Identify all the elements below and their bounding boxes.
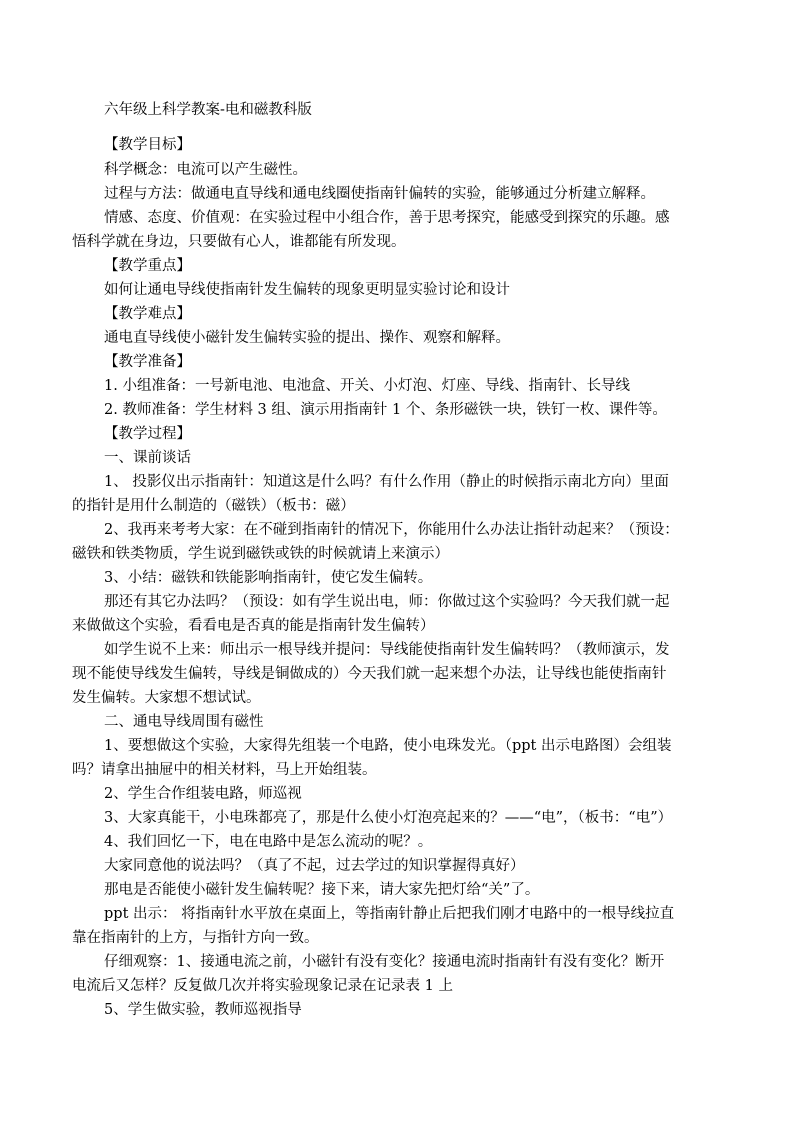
goal-attitude-line2: 悟科学就在身边，只要做有心人，谁都能有所发现。 xyxy=(72,234,406,250)
step-4-question: 那电是否能使小磁针发生偏转呢？接下来，请大家先把灯给“关”了。 xyxy=(104,882,540,898)
part-heading-2: 二、通电导线周围有磁性 xyxy=(104,714,264,730)
goal-method: 过程与方法：做通电直导线和通电线圈使指南针偏转的实验，能够通过分析建立解释。 xyxy=(104,186,655,202)
goal-concept: 科学概念：电流可以产生磁性。 xyxy=(104,162,307,178)
section-heading-key: 【教学重点】 xyxy=(104,258,191,274)
prep-teacher: 2. 教师准备：学生材料 3 组、演示用指南针 1 个、条形磁铁一块，铁钉一枚、课件等。 xyxy=(104,402,667,418)
section-heading-goal: 【教学目标】 xyxy=(104,137,191,153)
paragraph-1-line2: 的指针是用什么制造的（磁铁）（板书：磁） xyxy=(72,498,355,514)
difficulty-point: 通电直导线使小磁针发生偏转实验的提出、操作、观察和解释。 xyxy=(104,330,510,346)
ppt-instruction-line2: 靠在指南针的上方，与指针方向一致。 xyxy=(72,930,319,946)
step-1-line1: 1、要想做这个实验，大家得先组装一个电路，使小电珠发光。（ppt 出示电路图）会组装 xyxy=(104,738,672,754)
prep-group: 1. 小组准备：一号新电池、电池盒、开关、小灯泡、灯座、导线、指南针、长导线 xyxy=(104,378,630,394)
observe-line1: 仔细观察：1、接通电流之前，小磁针有没有变化？接通电流时指南针有没有变化？断开 xyxy=(104,954,665,970)
paragraph-3: 3、小结：磁铁和铁能影响指南针，使它发生偏转。 xyxy=(104,570,433,586)
goal-attitude-line1: 情感、态度、价值观：在实验过程中小组合作，善于思考探究，能感受到探究的乐趣。感 xyxy=(104,210,670,226)
paragraph-4-line1: 那还有其它办法吗？（预设：如有学生说出电，师：你做过这个实验吗？今天我们就一起 xyxy=(104,594,670,610)
doc-title: 六年级上科学教案-电和磁教科版 xyxy=(104,102,312,118)
part-heading-1: 一、课前谈话 xyxy=(104,450,191,466)
step-2: 2、学生合作组装电路，师巡视 xyxy=(104,786,302,802)
paragraph-5-line3: 发生偏转。大家想不想试试。 xyxy=(72,690,261,706)
paragraph-1-line1: 1、 投影仪出示指南针：知道这是什么吗？有什么作用（静止的时候指示南北方向）里面 xyxy=(104,474,669,490)
section-heading-process: 【教学过程】 xyxy=(104,426,191,442)
paragraph-5-line1: 如学生说不上来：师出示一根导线并提问：导线能使指南针发生偏转吗？（教师演示，发 xyxy=(104,642,670,658)
step-1-line2: 吗？请拿出抽屉中的相关材料，马上开始组装。 xyxy=(72,762,377,778)
observe-line2: 电流后又怎样？反复做几次并将实验现象记录在记录表 1 上 xyxy=(72,978,453,994)
step-3: 3、大家真能干，小电珠都亮了，那是什么使小灯泡亮起来的？——“电”，（板书：“电”） xyxy=(104,810,673,826)
section-heading-preparation: 【教学准备】 xyxy=(104,354,191,370)
paragraph-2-line2: 磁铁和铁类物质，学生说到磁铁或铁的时候就请上来演示） xyxy=(72,546,449,562)
ppt-instruction-line1: ppt 出示： 将指南针水平放在桌面上，等指南针静止后把我们刚才电路中的一根导线拉直 xyxy=(104,906,675,922)
step-4: 4、我们回忆一下，电在电路中是怎么流动的呢？。 xyxy=(104,834,433,850)
paragraph-4-line2: 来做做这个实验，看看电是否真的能是指南针发生偏转） xyxy=(72,618,435,634)
paragraph-5-line2: 现不能使导线发生偏转，导线是铜做成的）今天我们就一起来想个办法，让导线也能使指南针 xyxy=(72,666,667,682)
step-4-note: 大家同意他的说法吗？（真了不起，过去学过的知识掌握得真好） xyxy=(104,858,525,874)
paragraph-2-line1: 2、我再来考考大家：在不碰到指南针的情况下，你能用什么办法让指针动起来？（预设： xyxy=(104,522,679,538)
step-5: 5、学生做实验，教师巡视指导 xyxy=(104,1002,302,1018)
section-heading-difficulty: 【教学难点】 xyxy=(104,306,191,322)
key-point: 如何让通电导线使指南针发生偏转的现象更明显实验讨论和设计 xyxy=(104,282,510,298)
